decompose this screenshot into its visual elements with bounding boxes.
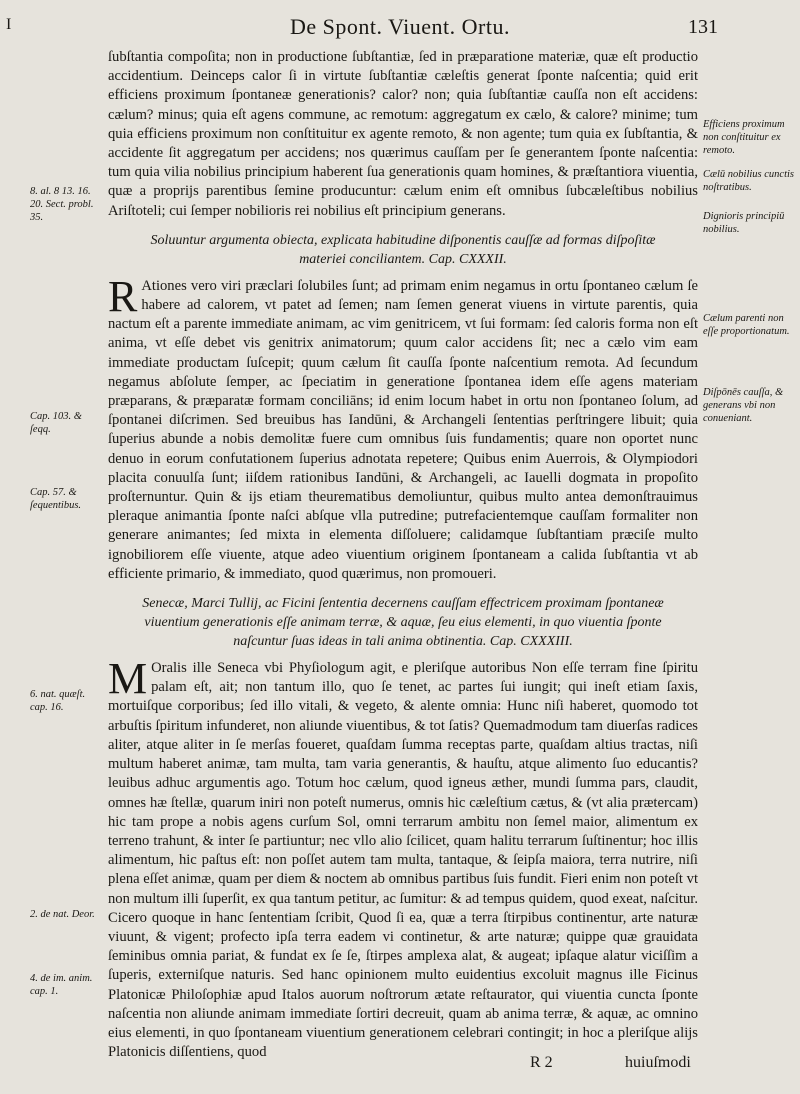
- margin-note-right: Dignioris principiū nobilius.: [703, 211, 785, 235]
- margin-note-left: Cap. 57. & ſequentibus.: [30, 487, 82, 511]
- margin-note-left: 8. al. 8 13. 16. 20. Sect. probl. 35.: [30, 186, 94, 223]
- margin-note-right: Cælum parenti non eſſe proportionatum.: [703, 313, 790, 337]
- margin-note-left: 2. de nat. Deor.: [30, 909, 95, 920]
- catchword: huiuſmodi: [625, 1054, 691, 1071]
- paragraph-2: [108, 271, 698, 584]
- drop-cap: R: [108, 271, 138, 321]
- main-text-column: [108, 48, 698, 1062]
- running-head: De Spont. Viuent. Ortu.: [290, 14, 510, 39]
- margin-note-right: Efficiens proximum non conſtituitur ex remoto.: [703, 119, 785, 156]
- paragraph-text: Oralis ille Seneca vbi Phyſiologum agit, e pleriſque autoribus Non eſſe terram fine ſpiritu palam eſt, ait; non tantum illo, quo ſe tenet, ac partes ſui iungit; qui ineſt etiam ſaxis, mortuiſque corporibus; ſed illo vitali, & vegeto, & alente omnia: Hunc niſi haberet, quomodo tot arbuſtis ſpiritum infunderet, non aliunde viuentibus, & tot ſatis? Quemadmodum tam diuerſas radices aliter, atque aliter in ſe merſas foueret, quaſdam ſumma receptas parte, quaſdam altius tractas, niſi multum haberet animæ, tam multa, tam varia generantis, & hauſtu, atque alimento ſuo educantis? leuibus adhuc argumentis ago. Totum hoc cælum, quod igneus æther, mundi ſumma pars, claudit, omnes hæ ſtellæ, quarum iniri non poteſt numerus, omnis hic cæleſtium cætus, & (vt alia prætercam) hic tam prope a nobis agens curſum Sol, omni terrarum ambitu non ſemel maior, alimentum ex terreno trahunt, & inter ſe partiuntur; nec vllo alio ſcilicet, quam halitu terrarum ſuſtinentur; hoc illis alimentum, hic paſtus eſt: non poſſet autem tam multa, tantaque, & ſeipſa maiora, terra nutrire, niſi plena eſſet animæ, quam per diem & noctem ab omnibus partibus ſuis fundit. Fieri enim non poteſt vt non multum illi ſuperſit, ex qua tantum petitur, ac ſumitur: & ad tempus quidem, quod exeat, naſcitur. Cicero quoque in hanc ſententiam ſcribit, Quod ſi ea, quæ a terra ſtirpibus continentur, arte naturæ viuunt, & vigent; profecto ipſa terra eadem vi continetur, & arte naturæ; quippe quæ grauidata ſeminibus omnia pariat, & fundat ex ſe ſe, ſtirpes amplexa alat, & augeat; ipſaque alatur viciſſim a ſuperis, externiſque naturis. Sed hanc opinionem multo euidentius excoluit magnus ille Ficinus Platonicæ Philoſophiæ apud Italos auorum noſtrorum ætate reſtaurator, qui viuentia cuncta ſponte naſcentia non aliunde animam immediate ſortiri decreuit, quam ab anima terræ, & aquæ, ac omnino eius elementi, in quo ſpontaneam viuentium generationem celebrari contingit; in hoc a pleriſque alijs Platonicis diſſentiens, quod: [108, 660, 698, 1061]
- chapter-number: Cap. CXXXIII.: [489, 634, 573, 650]
- paragraph-text: Ationes vero viri præclari ſolubiles ſunt; ad primam enim negamus in ortu ſpontaneo cælum ſe habere ad calorem, vt patet ad ſemen; nam ſemen generat viuens in virtute parentis, quia nactum eſt a parente immediate animam, ac vim genitricem, vt ſui formam: ſed caloris forma non eſt anima, vt eſſe debet vis genitrix animatorum; quum calor accidens ſit; nec a cælo vim eam immediate productam ſuſcepit; quum cælum ſit cauſſa ſponte naſcentium remota. Ad ſecundum negamus abſolute ſemper, ac ſpeciatim in generatione ſpontanea idem eſſe agens materiam præparans, & præparatæ formam conciliāns; id enim locum habet in ortu non ſpontaneo ſolum, ad ſpontanei diſcrimen. Sed breuibus has Iandūni, & Archangeli ſententias perſtringere libuit; quia ſuperius abunde a nobis demolitæ fuere cum omnibus ſuis fundamentis; quare non oportet nunc denuo in eorum confutationem ſuperius adnotata repetere; Quibus enim Auerrois, & Olympiodori placita conuulſa ſunt; iiſdem rationibus Iandūni, & Archangeli, ac Iauelli dogmata in propoſito proſternuntur. Quin & ijs etiam theurematibus demoliuntur, quibus multo antea demonſtrauimus pleraque animantia ſponte naſci abſque vlla putredine; putrefacientemque cauſſam formaliter non generare animantes; ſed mixta in elementa diſſoluere; calidamque ſubſtantiam præciſe multo ignobiliorem eſſe viuente, atque adeo viuentium originem ſpontaneam a calida ſubſtantia vt ab efficiente primario, & immediato, quod quærimus, non promoueri.: [108, 277, 698, 582]
- chapter-title: Soluuntur argumenta obiecta, explicata habitudine diſponentis cauſſæ ad formas diſpoſitæ materiei conciliantem.: [150, 232, 656, 267]
- chapter-heading-133: [128, 594, 678, 651]
- margin-note-left: 4. de im. anim. cap. 1.: [30, 973, 93, 997]
- header-mark: I: [6, 16, 12, 33]
- paragraph-1: ſubſtantia compoſita; non in productione ſubſtantiæ, ſed in præparatione materiæ, quæ eſt productio accidentium. Deinceps calor ſi in virtute ſubſtantiæ cæleſtis generat ſponte naſcentia; quid erit efficiens proximum ſpontaneæ generationis? calor? non; quia ſubſtantiæ cauſſa non eſt accidens: cælum? minus; quia eſt agens commune, ac remotum: aggregatum ex cælo, & calore? minime; tum quia efficiens proximum non conſtituitur ex agente remoto, & non agente; tum quia ex ſubſtantia, & accidente ſit aggregatum per accidens; nos quærimus cauſſam per ſe generantem ſponte naſcentia: tum quia vilia nobilius principium haberent ſua generationis quam homines, & præſtantiora viuentia, quæ a proprijs parentibus ſemine producuntur: cælum enim eſt omnibus ſubcæleſtibus nobilius Ariſtoteli; cui ſemper nobilioris rei nobilius eſt principium generans.: [108, 49, 698, 219]
- chapter-title: Senecæ, Marci Tullij, ac Ficini ſententia decernens cauſſam effectricem proximam ſpontaneæ viuentium generationis eſſe animam terræ, & aquæ, ſeu eius elementi, in quo viuentia ſponte naſcuntur ſuas ideas in tali anima obtinentia.: [142, 596, 664, 650]
- chapter-number: Cap. CXXXII.: [428, 251, 507, 267]
- paragraph-3: [108, 654, 698, 1062]
- margin-note-right: Diſpōnēs cauſſa, & generans vbi non conueniant.: [703, 387, 784, 424]
- margin-note-right: Cælū nobilius cunctis noſtratibus.: [703, 169, 795, 193]
- page-footer: [0, 1054, 800, 1084]
- chapter-heading-132: [128, 231, 678, 269]
- margin-note-left: Cap. 103. & ſeqq.: [30, 411, 82, 435]
- drop-cap: M: [108, 654, 148, 704]
- page-header: [0, 14, 800, 44]
- signature-mark: R 2: [530, 1054, 553, 1071]
- margin-note-left: 6. nat. quæſt. cap. 16.: [30, 689, 86, 713]
- page-number: 131: [688, 16, 718, 38]
